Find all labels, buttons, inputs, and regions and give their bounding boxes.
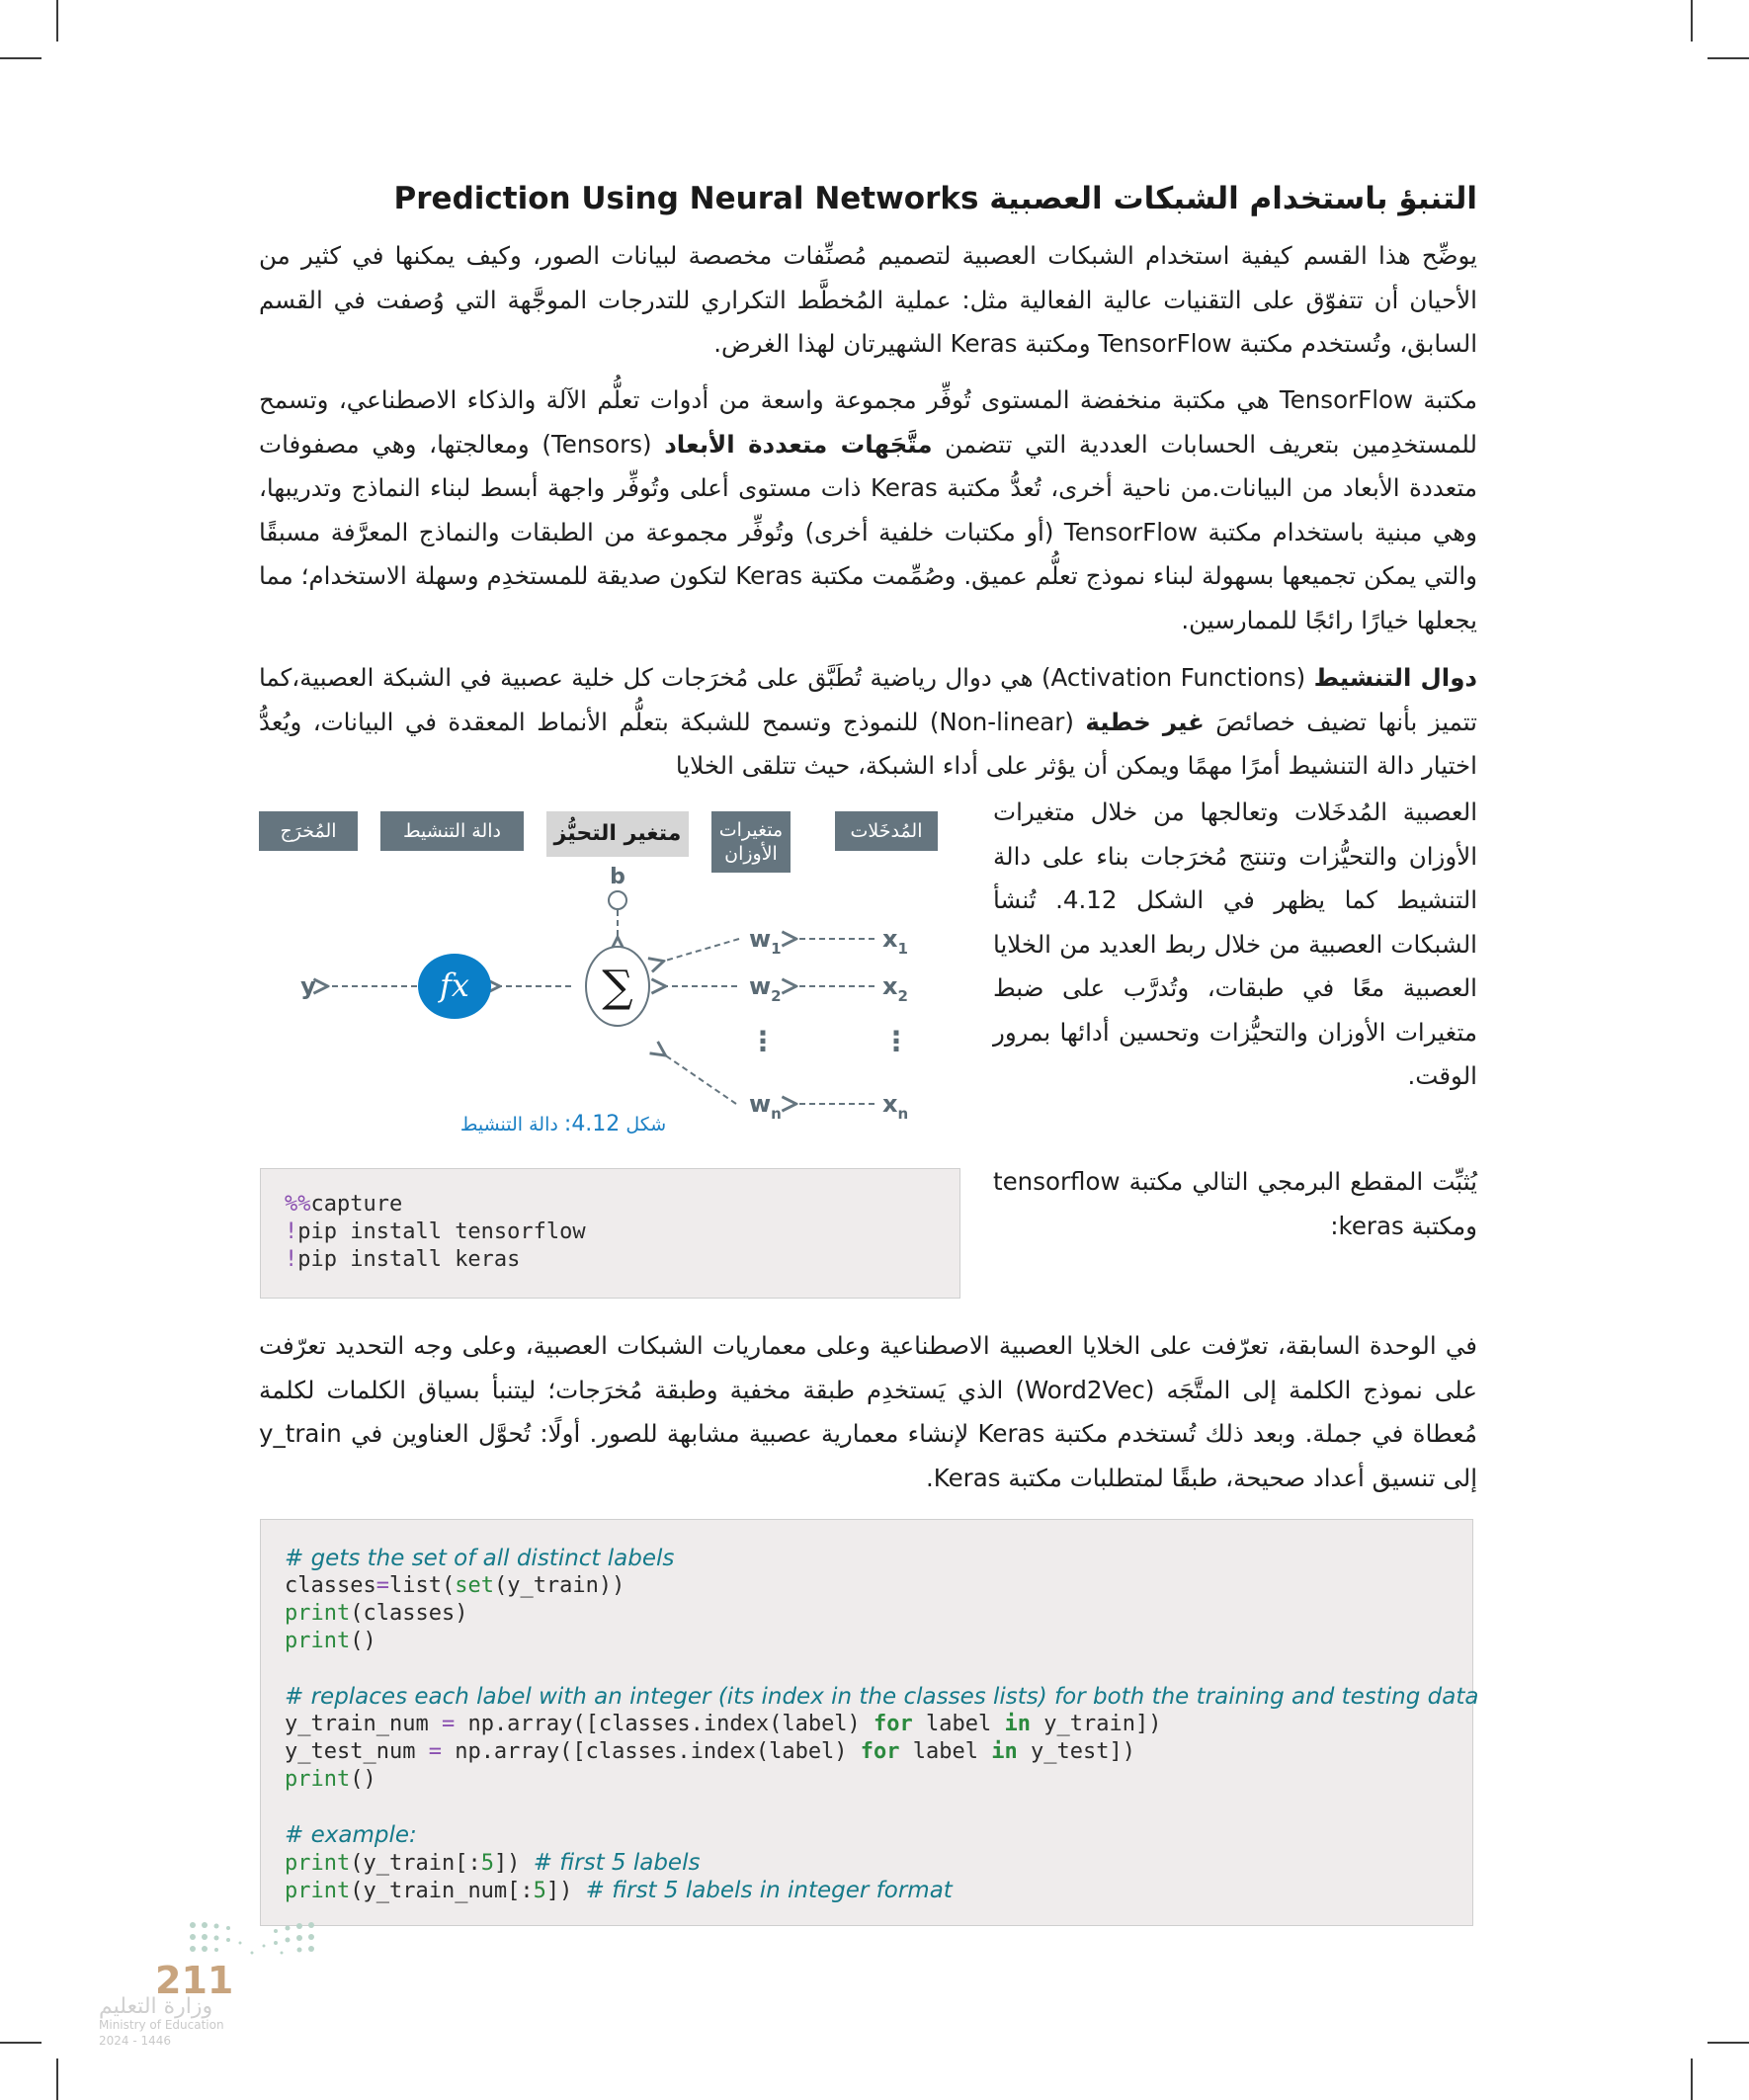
bias-label: b bbox=[610, 865, 625, 889]
bold-term-nonlinear: غير خطية bbox=[1085, 707, 1205, 736]
code-token: classes bbox=[285, 1573, 376, 1598]
code-token: (classes) bbox=[350, 1601, 468, 1626]
caption-prefix: شكل bbox=[625, 1114, 667, 1135]
code-block-install[interactable] bbox=[260, 1168, 960, 1299]
code-token: list( bbox=[388, 1573, 456, 1598]
activation-function-figure bbox=[257, 805, 978, 1146]
output-label: y bbox=[300, 972, 316, 1000]
code-token: ]) bbox=[493, 1851, 534, 1876]
code-line bbox=[285, 1766, 1478, 1794]
code-token: (y_train_num[: bbox=[350, 1879, 534, 1903]
code-token: print bbox=[285, 1601, 351, 1626]
code-line bbox=[285, 1738, 1478, 1766]
intro-paragraph: يوضِّح هذا القسم كيفية استخدام الشبكات العصبية لتصميم مُصنِّفات مخصصة لبيانات الصور، وكيف يمكنها في كثير من الأحيان أن تتفوّق على التقنيات عالية الفعالية مثل: عملية المُخطَّط التكراري للتدرجات الموجَّهة التي وُصفت في القسم السابق، وتُستخدم مكتبة TensorFlow ومكتبة Keras الشهيرتان لهذا الغرض. bbox=[259, 241, 1477, 358]
code-token: () bbox=[350, 1767, 376, 1792]
activation-paragraph-continued: العصبية المُدخَلات وتعالجها من خلال متغيرات الأوزان والتحيُّزات وتنتج مُخرَجات بناء على دالة التنشيط كما يظهر في الشكل 4.12. تُنشأ الشبكات العصبية من خلال ربط العديد من الخلايا العصبية معًا في طبقات، وتُدرَّب على ضبط متغيرات الأوزان والتحيُّزات وتحسين أدائها بمرور الوقت. bbox=[993, 798, 1477, 1090]
page-title: التنبؤ باستخدام الشبكات العصبية Prediction Using Neural Networks bbox=[393, 181, 1477, 216]
code-line bbox=[285, 1849, 1478, 1877]
paragraph-text: (Tensors) ومعالجتها، وهي مصفوفات متعددة الأبعاد من البيانات.من ناحية أخرى، تُعدُّ مكتبة Keras ذات مستوى أعلى وتُوفِّر واجهة أبسط لبناء النماذج وتدريبها، وهي مبنية باستخدام مكتبة TensorFlow (أو مكتبات خلفية أخرى) وتُوفِّر مجموعة من الطبقات والنماذج المعرَّفة مسبقًا والتي يمكن تجميعها بسهولة لبناء نموذج تعلُّم عميق. وصُمِّمت مكتبة Keras لتكون صديقة للمستخدِم وسهلة الاستخدام؛ مما يجعلها خيارًا رائجًا للممارسين. bbox=[259, 429, 1477, 634]
code-token: pip install tensorflow bbox=[297, 1219, 586, 1244]
code-token: print bbox=[285, 1851, 351, 1876]
code-token: np.array([classes.index(label) bbox=[455, 1712, 874, 1736]
header-label: متغيرات الأوزان bbox=[718, 819, 784, 865]
word2vec-paragraph: في الوحدة السابقة، تعرّفت على الخلايا العصبية الاصطناعية وعلى معماريات الشبكات العصبية، وعلى وجه التحديد تعرّفت على نموذج الكلمة إلى المتَّجَه (Word2Vec) الذي يَستخدِم طبقة مخفية وطبقة مُخرَجات؛ ليتنبأ بسياق الكلمات لكلمة مُعطاة في جملة. وبعد ذلك تُستخدم مكتبة Keras لإنشاء معمارية عصبية مشابهة للصور. أولًا: تُحوَّل العناوين في y_train إلى تنسيق أعداد صحيحة، طبقًا لمتطلبات مكتبة Keras. bbox=[259, 1331, 1477, 1492]
crop-mark bbox=[56, 0, 58, 42]
code-token: label bbox=[912, 1712, 1005, 1736]
crop-mark bbox=[1707, 2042, 1749, 2044]
header-label: المُدخَلات bbox=[850, 820, 923, 842]
code-line bbox=[285, 1600, 1478, 1628]
header-label: المُخرَج bbox=[280, 820, 337, 842]
crop-mark bbox=[1707, 57, 1749, 59]
code-line bbox=[285, 1821, 1478, 1849]
crop-mark bbox=[1691, 0, 1693, 42]
code-line bbox=[285, 1246, 586, 1274]
paragraph-text: (Activation Functions) هي دوال رياضية تُطَبَّق على مُخرَجات كل خلية عصبية في الشبكة العصبية،كما تتميز بأنها تضيف خصائصَ bbox=[259, 663, 1478, 736]
code-token: (y_train[: bbox=[350, 1851, 481, 1876]
code-token: print bbox=[285, 1629, 351, 1653]
code-comment: # first 5 labels bbox=[533, 1850, 701, 1876]
bias-node bbox=[609, 891, 626, 909]
code-token: = bbox=[428, 1739, 442, 1764]
inputs-ellipsis: ⋮ bbox=[882, 1025, 910, 1057]
code-token: set bbox=[455, 1573, 494, 1598]
tensorflow-paragraph bbox=[259, 378, 1477, 642]
crop-mark bbox=[0, 57, 42, 59]
code-line bbox=[285, 1545, 1478, 1572]
code-token: pip install keras bbox=[297, 1247, 521, 1272]
code-token: for bbox=[874, 1712, 913, 1736]
code-token: label bbox=[899, 1739, 992, 1764]
code-token: print bbox=[285, 1767, 351, 1792]
code-token: in bbox=[1004, 1712, 1032, 1736]
code-line bbox=[285, 1628, 1478, 1655]
weight-wn: $w_n$ bbox=[749, 1090, 782, 1123]
sum-symbol: ∑ bbox=[602, 962, 633, 1012]
weight-w1: $w_1$ bbox=[749, 925, 782, 958]
arrow-wn-to-sum bbox=[664, 1054, 736, 1104]
code-token: = bbox=[375, 1573, 389, 1598]
code-comment: # first 5 labels in integer format bbox=[585, 1878, 953, 1903]
ministry-name-arabic: وزارة التعليم bbox=[99, 1994, 213, 2019]
activation-paragraph bbox=[259, 656, 1477, 789]
crop-mark bbox=[56, 2058, 58, 2100]
neuron-diagram bbox=[257, 805, 978, 1146]
weight-w2: $w_2$ bbox=[749, 972, 782, 1005]
code-token: y_train_num bbox=[285, 1712, 442, 1736]
paragraph-text: مكتبة TensorFlow هي مكتبة منخفضة المستوى تُوفِّر مجموعة واسعة من أدوات تعلُّم الآلة والذكاء الاصطناعي، وتسمح للمستخدِمين بتعريف الحسابات العددية التي تتضمن bbox=[259, 385, 1477, 459]
page-footer bbox=[94, 1917, 331, 2046]
code-line bbox=[285, 1877, 1478, 1904]
figure-caption bbox=[435, 1112, 692, 1136]
page-number: 211 bbox=[155, 1959, 234, 2002]
code-token: y_train]) bbox=[1031, 1712, 1162, 1736]
code-blank-line bbox=[285, 1655, 1478, 1683]
code-token: in bbox=[991, 1739, 1018, 1764]
bold-term-tensors: متَّجَهات متعددة الأبعاد bbox=[664, 429, 933, 459]
bold-term-activation: دوال التنشيط bbox=[1313, 663, 1477, 692]
install-paragraph: يُثبِّت المقطع البرمجي التالي مكتبة tensorflow ومكتبة keras: bbox=[993, 1167, 1477, 1240]
code-line bbox=[285, 1711, 1478, 1738]
code-token: %% bbox=[285, 1192, 311, 1217]
code-token: (y_train)) bbox=[493, 1573, 625, 1598]
caption-number: 4.12: bbox=[563, 1112, 621, 1136]
code-line bbox=[285, 1572, 1478, 1600]
code-blank-line bbox=[285, 1794, 1478, 1821]
code-comment: # replaces each label with an integer (its index in the classes lists) for both the training and testing data bbox=[285, 1684, 1479, 1710]
code-lines bbox=[285, 1545, 1478, 1904]
code-token: for bbox=[860, 1739, 900, 1764]
ministry-name-english: Ministry of Education bbox=[99, 2018, 224, 2032]
input-x1: $x_1$ bbox=[882, 925, 908, 958]
code-token: 5 bbox=[480, 1851, 494, 1876]
arrow-w1-to-sum bbox=[662, 939, 739, 962]
crop-mark bbox=[0, 2042, 42, 2044]
code-comment: # example: bbox=[285, 1822, 417, 1848]
code-token: capture bbox=[310, 1192, 403, 1217]
header-label: دالة التنشيط bbox=[403, 820, 502, 842]
code-lines bbox=[285, 1191, 586, 1274]
code-token: ]) bbox=[545, 1879, 586, 1903]
code-comment: # gets the set of all distinct labels bbox=[285, 1546, 675, 1571]
code-token: print bbox=[285, 1879, 351, 1903]
code-token: ! bbox=[285, 1247, 298, 1272]
weights-ellipsis: ⋮ bbox=[749, 1025, 777, 1057]
code-token: y_test_num bbox=[285, 1739, 429, 1764]
code-token: y_test]) bbox=[1017, 1739, 1135, 1764]
code-token: () bbox=[350, 1629, 376, 1653]
header-label: متغير التحيُّز bbox=[553, 821, 682, 846]
code-token: np.array([classes.index(label) bbox=[441, 1739, 861, 1764]
code-token: ! bbox=[285, 1219, 298, 1244]
input-x2: $x_2$ bbox=[882, 972, 908, 1005]
code-line bbox=[285, 1683, 1478, 1711]
input-xn: $x_n$ bbox=[882, 1090, 909, 1123]
activation-label: fx bbox=[440, 966, 469, 1004]
code-line bbox=[285, 1218, 586, 1246]
crop-mark bbox=[1691, 2058, 1693, 2100]
caption-text: دالة التنشيط bbox=[459, 1114, 558, 1135]
paragraph-text: (Non-linear) للنموذج وتسمح للشبكة بتعلُّم الأنماط المعقدة في البيانات، ويُعدُّ اختيار دالة التنشيط أمرًا مهمًا ويمكن أن يؤثر على أداء الشبكة، حيث تتلقى الخلايا bbox=[259, 707, 1477, 780]
edition-year: 2024 - 1446 bbox=[99, 2034, 172, 2048]
code-token: = bbox=[441, 1712, 456, 1736]
code-token: 5 bbox=[533, 1879, 546, 1903]
code-line bbox=[285, 1191, 586, 1218]
code-block-labels[interactable] bbox=[260, 1519, 1479, 1926]
